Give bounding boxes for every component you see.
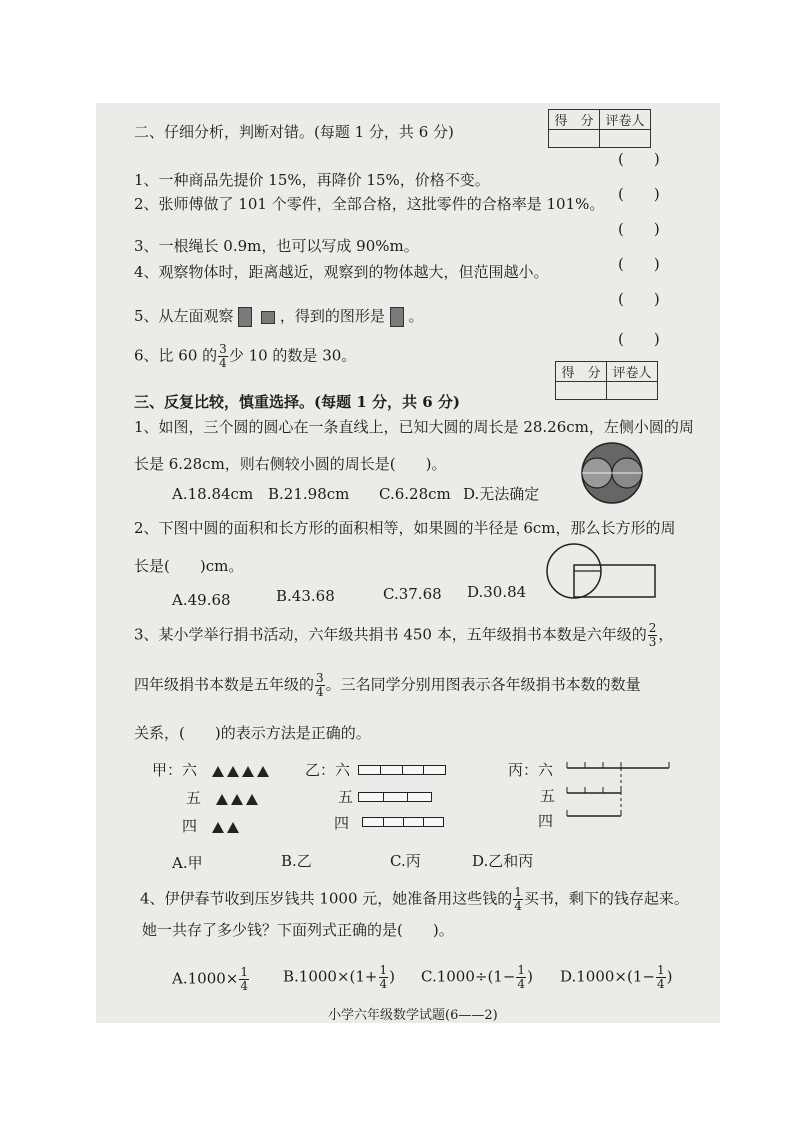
fraction bbox=[218, 343, 228, 370]
item6-text-b: 少 10 的数是 30。 bbox=[228, 346, 357, 365]
q2-option-a: A.49.68 bbox=[172, 591, 231, 609]
q4-option-d-post: ) bbox=[666, 967, 673, 986]
q3-line-2 bbox=[134, 672, 641, 699]
page-footer: 小学六年级数学试题(6——2) bbox=[328, 1008, 498, 1023]
fraction-numerator: 1 bbox=[379, 963, 388, 977]
item6-text-a: 6、比 60 的 bbox=[134, 346, 218, 365]
fraction-numerator: 2 bbox=[648, 621, 657, 635]
score-cell bbox=[556, 382, 607, 400]
q3-line2-text-b: 。三名同学分别用图表示各年级捐书本数的数量 bbox=[325, 675, 641, 694]
q4-line-2: 她一共存了多少钱？下面列式正确的是( )。 bbox=[142, 921, 454, 939]
answer-paren: ( ) bbox=[618, 255, 660, 273]
q1-option-d: D.无法确定 bbox=[463, 485, 540, 503]
fraction-denominator: 4 bbox=[316, 685, 324, 699]
q1-option-c: C.6.28cm bbox=[379, 485, 451, 503]
q4-option-d-text: D.1000×(1− bbox=[560, 967, 655, 986]
fraction-denominator: 4 bbox=[379, 977, 388, 991]
circle-rectangle-figure bbox=[545, 540, 657, 602]
result-shape-picture bbox=[390, 307, 404, 327]
answer-paren: ( ) bbox=[618, 150, 660, 168]
fraction bbox=[516, 964, 526, 991]
score-box-2 bbox=[555, 361, 658, 400]
triangle-group bbox=[212, 761, 272, 779]
yi-bar-5 bbox=[358, 792, 432, 802]
fraction-denominator: 4 bbox=[514, 899, 522, 913]
fraction-denominator: 4 bbox=[240, 979, 248, 993]
fraction-numerator: 3 bbox=[219, 342, 227, 356]
score-cell bbox=[549, 130, 600, 148]
grader-label: 评卷人 bbox=[600, 110, 651, 130]
q3-option-a: A.甲 bbox=[172, 854, 203, 872]
fraction-numerator: 3 bbox=[316, 671, 324, 685]
q4-option-b bbox=[283, 964, 395, 991]
bing-row5-label: 五 bbox=[540, 787, 556, 805]
grader-cell bbox=[600, 130, 651, 148]
fraction-denominator: 4 bbox=[656, 977, 665, 991]
score-box-1 bbox=[548, 109, 651, 148]
score-label: 得 分 bbox=[556, 362, 607, 382]
q4-option-d bbox=[560, 964, 672, 991]
jia-row-5 bbox=[186, 788, 261, 808]
q4-option-c-text: C.1000÷(1− bbox=[421, 967, 516, 986]
fraction-denominator: 4 bbox=[219, 356, 227, 370]
bing-line-diagram bbox=[565, 758, 675, 826]
fraction bbox=[239, 966, 249, 993]
fraction-numerator: 1 bbox=[240, 965, 248, 979]
fraction bbox=[315, 672, 325, 699]
item5-text-c: 。 bbox=[408, 307, 424, 325]
item5-text-a: 5、从左面观察 bbox=[134, 307, 234, 325]
section2-heading: 二、仔细分析，判断对错。(每题 1 分，共 6 分) bbox=[134, 123, 454, 141]
jia-row-4 bbox=[182, 816, 242, 836]
fraction bbox=[513, 886, 523, 913]
fraction bbox=[648, 622, 658, 649]
cube-single-picture bbox=[261, 311, 275, 324]
q4-option-b-text: B.1000×(1+ bbox=[283, 967, 378, 986]
q4-line-1 bbox=[140, 886, 689, 913]
section2-item-5 bbox=[134, 306, 423, 327]
answer-paren: ( ) bbox=[618, 290, 660, 308]
q3-line2-text-a: 四年级捐书本数是五年级的 bbox=[134, 675, 315, 694]
triangle-group bbox=[216, 789, 261, 807]
section2-item-1: 1、一种商品先提价 15%，再降价 15%，价格不变。 bbox=[134, 171, 490, 189]
q3-text-b: ， bbox=[658, 625, 674, 644]
q4-text-b: 买书，剩下的钱存起来。 bbox=[523, 889, 689, 908]
q3-line-1 bbox=[134, 622, 673, 649]
q1-line-1: 1、如图，三个圆的圆心在一条直线上，已知大圆的周长是 28.26cm，左侧小圆的周 bbox=[134, 418, 694, 436]
q3-text-a: 3、某小学举行捐书活动，六年级共捐书 450 本，五年级捐书本数是六年级的 bbox=[134, 625, 647, 644]
yi-label: 乙：六 bbox=[305, 761, 351, 779]
q3-option-b: B.乙 bbox=[281, 852, 312, 870]
q1-option-a: A.18.84cm bbox=[172, 485, 254, 503]
q2-option-c: C.37.68 bbox=[383, 585, 442, 603]
q4-option-a bbox=[172, 966, 250, 993]
grader-label: 评卷人 bbox=[607, 362, 658, 382]
three-circles-figure bbox=[576, 440, 648, 506]
q4-option-c bbox=[421, 964, 533, 991]
jia-label: 甲：六 bbox=[152, 761, 198, 779]
q3-line-3: 关系，( )的表示方法是正确的。 bbox=[134, 724, 371, 742]
answer-paren: ( ) bbox=[618, 185, 660, 203]
grader-cell bbox=[607, 382, 658, 400]
q1-option-b: B.21.98cm bbox=[268, 485, 350, 503]
jia-row4-label: 四 bbox=[182, 817, 198, 835]
jia-row-6 bbox=[152, 760, 272, 780]
q3-option-c: C.丙 bbox=[390, 852, 421, 870]
triangle-group bbox=[212, 817, 242, 835]
answer-paren: ( ) bbox=[618, 220, 660, 238]
q4-option-a-text: A.1000× bbox=[172, 969, 239, 988]
q3-option-d: D.乙和丙 bbox=[472, 852, 534, 870]
fraction-denominator: 4 bbox=[517, 977, 526, 991]
q4-option-b-post: ) bbox=[389, 967, 395, 986]
q2-line-2: 长是( )cm。 bbox=[134, 557, 244, 575]
section2-item-2: 2、张师傅做了 101 个零件，全部合格，这批零件的合格率是 101%。 bbox=[134, 195, 605, 213]
section2-item-3: 3、一根绳长 0.9m，也可以写成 90%m。 bbox=[134, 237, 419, 255]
fraction bbox=[656, 964, 666, 991]
fraction bbox=[379, 964, 389, 991]
section2-item-6 bbox=[134, 343, 356, 370]
bing-label: 丙：六 bbox=[508, 761, 554, 779]
q4-text-a: 4、伊伊春节收到压岁钱共 1000 元，她准备用这些钱的 bbox=[140, 889, 513, 908]
item5-text-b: ，得到的图形是 bbox=[279, 307, 385, 325]
yi-bar-4 bbox=[362, 817, 444, 827]
fraction-numerator: 1 bbox=[656, 963, 665, 977]
score-label: 得 分 bbox=[549, 110, 600, 130]
q2-option-d: D.30.84 bbox=[467, 583, 527, 601]
yi-bar-6 bbox=[358, 765, 446, 775]
fraction-denominator: 3 bbox=[648, 635, 657, 649]
q2-line-1: 2、下图中圆的面积和长方形的面积相等，如果圆的半径是 6cm，那么长方形的周 bbox=[134, 519, 676, 537]
q2-option-b: B.43.68 bbox=[276, 587, 335, 605]
section3-heading: 三、反复比较，慎重选择。(每题 1 分，共 6 分) bbox=[134, 393, 460, 411]
fraction-numerator: 1 bbox=[517, 963, 526, 977]
fraction-numerator: 1 bbox=[514, 885, 522, 899]
yi-row5-label: 五 bbox=[338, 788, 354, 806]
section2-item-4: 4、观察物体时，距离越近，观察到的物体越大，但范围越小。 bbox=[134, 263, 549, 281]
jia-row5-label: 五 bbox=[186, 789, 202, 807]
answer-paren: ( ) bbox=[618, 330, 660, 348]
q1-line-2: 长是 6.28cm，则右侧较小圆的周长是( )。 bbox=[134, 455, 447, 473]
bing-row4-label: 四 bbox=[538, 812, 554, 830]
yi-row4-label: 四 bbox=[334, 814, 350, 832]
q4-option-c-post: ) bbox=[527, 967, 533, 986]
cube-stack-picture bbox=[238, 307, 252, 327]
